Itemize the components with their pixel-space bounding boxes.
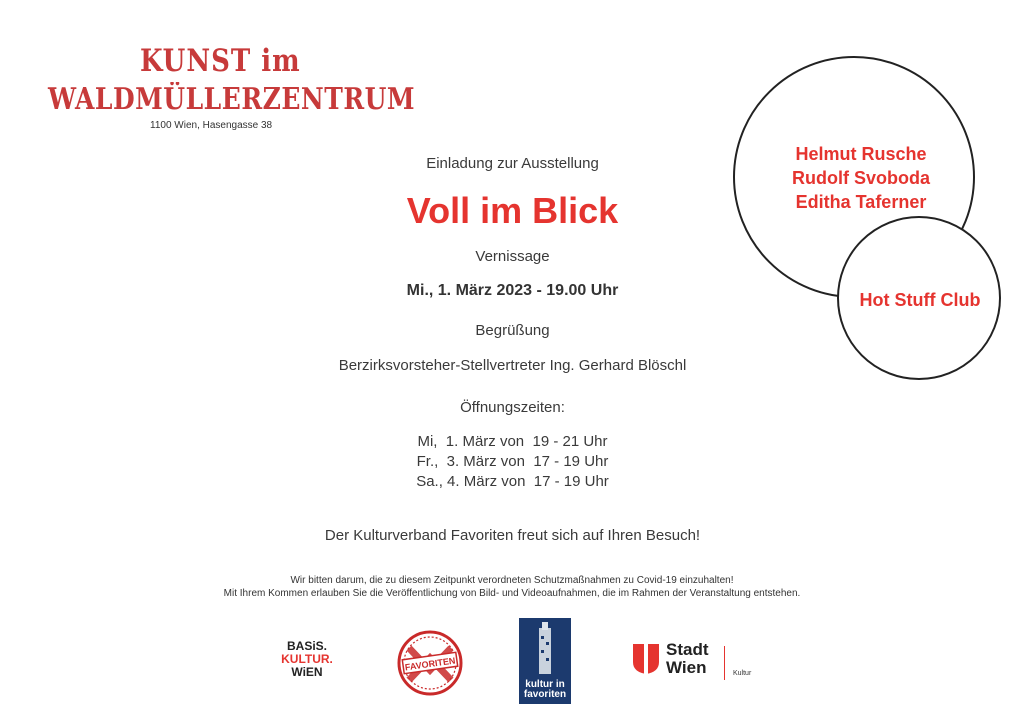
- stadt-wien-line: Wien: [666, 658, 707, 677]
- kultur-in-favoriten-text: [519, 680, 571, 700]
- stadt-wien-kultur-label: Kultur: [733, 670, 752, 677]
- venue-address: 1100 Wien, Hasengasse 38: [150, 120, 273, 131]
- artist-list: [750, 142, 972, 214]
- club-name: Hot Stuff Club: [859, 290, 981, 310]
- logo-title-line2: WALDMÜLLERZENTRUM: [48, 82, 416, 117]
- stadt-wien-divider: [724, 646, 725, 680]
- tower-icon: [519, 618, 571, 678]
- opening-hours-row: Sa., 4. März von 17 - 19 Uhr: [416, 473, 609, 490]
- invitation-intro: Einladung zur Ausstellung: [426, 155, 599, 172]
- vernissage-label: Vernissage: [475, 248, 550, 265]
- vernissage-date: Mi., 1. März 2023 - 19.00 Uhr: [406, 282, 619, 299]
- kif-line: favoriten: [523, 689, 567, 700]
- opening-hours-row: Fr., 3. März von 17 - 19 Uhr: [416, 453, 609, 470]
- basis-logo-line: KULTUR.: [281, 652, 333, 666]
- basis-logo-line: WiEN: [291, 665, 323, 679]
- artist-name: Editha Taferner: [795, 192, 927, 212]
- kultur-in-favoriten-logo: [519, 618, 571, 704]
- basis-logo-line: BASiS.: [286, 639, 327, 653]
- logo-title-line1: KUNST im: [140, 44, 301, 80]
- opening-hours-row: Mi, 1. März von 19 - 21 Uhr: [417, 433, 608, 450]
- media-consent-line: Mit Ihrem Kommen erlauben Sie die Veröffentlichung von Bild- und Videoaufnahmen, die im Rahmen der Veranstaltung entstehen.: [223, 588, 801, 599]
- exhibition-title: Voll im Blick: [406, 190, 619, 231]
- greeting-person: Berzirksvorsteher-Stellvertreter Ing. Gerhard Blöschl: [338, 357, 687, 374]
- favoriten-stamp-logo: [397, 630, 463, 696]
- artist-name: Helmut Rusche: [795, 144, 927, 164]
- covid-notice-line: Wir bitten darum, die zu diesem Zeitpunkt verordneten Schutzmaßnahmen zu Covid-19 einzuhalten!: [290, 575, 734, 586]
- artist-name: Rudolf Svoboda: [792, 168, 930, 188]
- wien-shield-icon: [633, 644, 659, 674]
- stadt-wien-line: Stadt: [666, 640, 709, 659]
- basis-kultur-wien-logo: [272, 640, 342, 679]
- favoriten-stamp-text: FAVORITEN: [404, 655, 457, 673]
- covid-notice: [100, 574, 924, 600]
- stadt-wien-logo-text: [666, 641, 709, 677]
- opening-hours-list: [260, 432, 765, 492]
- opening-hours-label: Öffnungszeiten:: [460, 399, 565, 416]
- kif-line: kultur in: [525, 679, 565, 690]
- greeting-label: Begrüßung: [475, 322, 550, 339]
- closing-message: Der Kulturverband Favoriten freut sich auf Ihren Besuch!: [324, 527, 701, 544]
